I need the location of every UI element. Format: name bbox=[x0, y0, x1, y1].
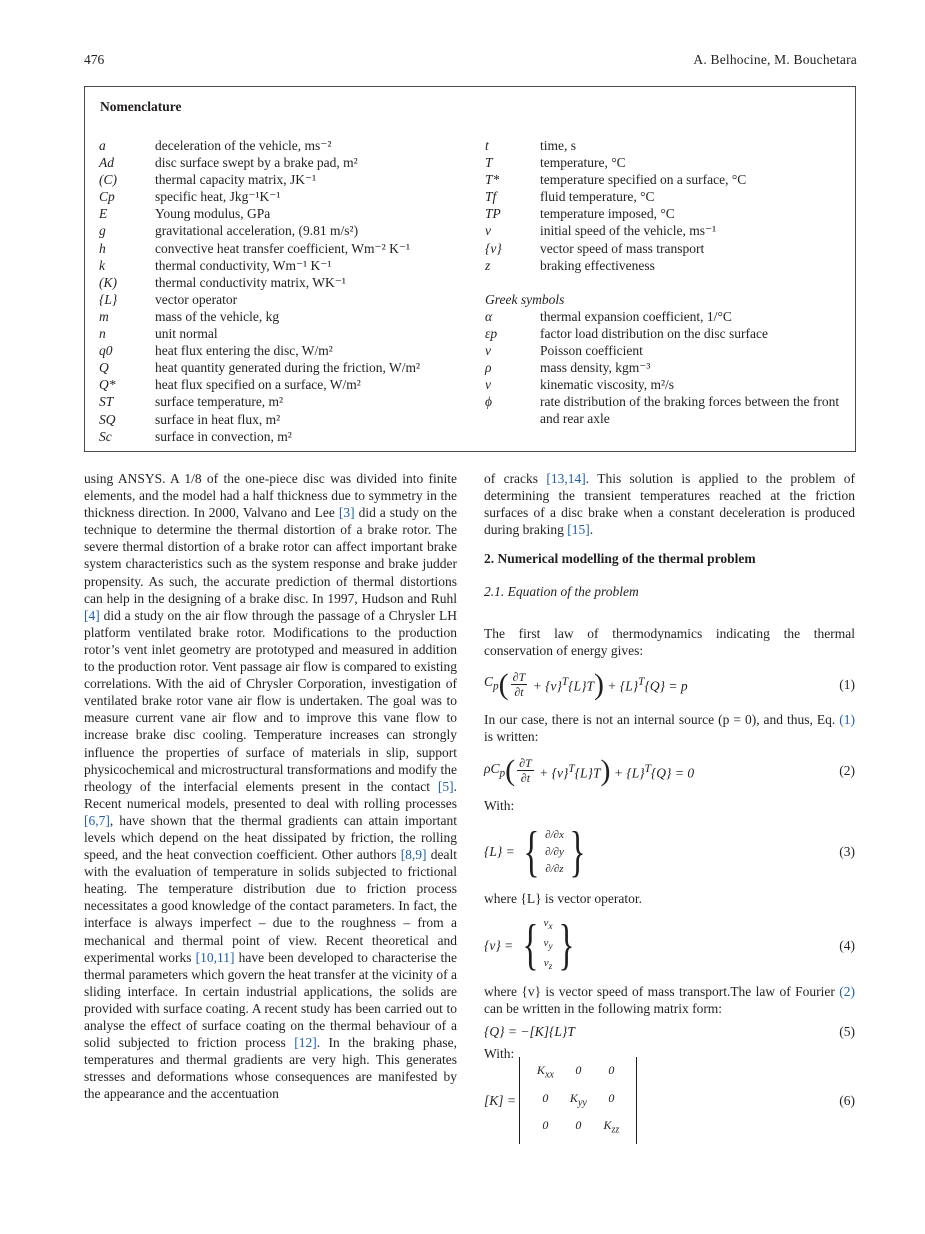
nomenclature-entry: {L} vector operator bbox=[99, 291, 238, 307]
body-right-column bbox=[484, 470, 855, 1138]
citation-link[interactable]: [6,7] bbox=[84, 812, 110, 828]
paragraph-continuation: of cracks [13,14]. This solution is applied to the problem of determining the transient temperatures reached at the friction surfaces of a disc brake when a constant deceleration is produced during braking [15]. bbox=[484, 471, 855, 538]
nomenclature-entry: TP temperature imposed, °C bbox=[485, 206, 675, 222]
greek-symbols-heading: Greek symbols bbox=[485, 291, 565, 307]
nomenclature-entry: q0 heat flux entering the disc, W/m² bbox=[99, 343, 333, 359]
nomenclature-entry: g gravitational acceleration, (9.81 m/s²) bbox=[99, 223, 359, 239]
citation-link[interactable]: [3] bbox=[338, 505, 355, 521]
nomenclature-entry: SQ surface in heat flux, m² bbox=[99, 411, 281, 427]
page-number: 476 bbox=[84, 52, 105, 67]
equation-link[interactable]: (1) bbox=[839, 711, 855, 727]
nomenclature-entry: Sc surface in convection, m² bbox=[99, 428, 292, 444]
equation-number: (1) bbox=[839, 677, 855, 693]
nomenclature-entry: Q* heat flux specified on a surface, W/m² bbox=[99, 377, 361, 393]
paragraph-where-L: where {L} is vector operator. bbox=[484, 891, 643, 907]
nomenclature-entry: E Young modulus, GPa bbox=[99, 206, 271, 222]
equation-3: {L} = { ∂/∂x ∂/∂y ∂/∂z } (3) bbox=[484, 821, 855, 884]
paragraph-where-v: where {v} is vector speed of mass transport.The law of Fourier (2) can be written in the following matrix form: bbox=[484, 984, 855, 1017]
subsection-heading: 2.1. Equation of the problem bbox=[484, 584, 639, 600]
equation-number: (4) bbox=[839, 937, 855, 953]
greek-entry: α thermal expansion coefficient, 1/°C bbox=[485, 308, 732, 324]
citation-link[interactable]: [4] bbox=[84, 607, 100, 623]
nomenclature-entry: ST surface temperature, m² bbox=[99, 394, 284, 410]
nomenclature-entry: Cp specific heat, Jkg⁻¹K⁻¹ bbox=[99, 189, 281, 205]
equation-6: [K] = $K_{xx}$ 0 0 0 $K_{yy}$ 0 0 0 $K_{zz}$ (6) bbox=[484, 1068, 855, 1132]
citation-link[interactable]: [8,9] bbox=[400, 847, 427, 863]
citation-link[interactable]: [10,11] bbox=[195, 949, 235, 965]
nomenclature-entry: Q heat quantity generated during the friction, W/m² bbox=[99, 360, 421, 376]
nomenclature-entry: z braking effectiveness bbox=[485, 257, 655, 273]
nomenclature-entry: h convective heat transfer coefficient, Wm⁻² K⁻¹ bbox=[99, 240, 410, 256]
body-left-column bbox=[84, 470, 457, 1102]
nomenclature-left-column bbox=[99, 137, 471, 445]
paragraph-first-law: The first law of thermodynamics indicating the thermal conservation of energy gives: bbox=[484, 625, 855, 658]
paragraph-internal-source: In our case, there is not an internal source (p = 0), and thus, Eq. (1) is written: bbox=[484, 711, 855, 744]
greek-entry: ν kinematic viscosity, m²/s bbox=[485, 377, 675, 393]
nomenclature-entry: a deceleration of the vehicle, ms⁻² bbox=[99, 138, 332, 153]
nomenclature-right-column bbox=[485, 137, 843, 428]
paragraph-intro: using ANSYS. A 1/8 of the one-piece disc was divided into finite elements, and the model had a half thickness due to symmetry in the thickness direction. In 2000, Valvano and Lee [3] did a study on the technique to determine the thermal distortion of a brake rotor. The severe thermal distortion of a brake rotor can affect important brake system characteristics such as the system response and brake judder propensity. As such, the accurate prediction of thermal distortions can help in the designing of a brake disc. In 1997, Hudson and Ruhl [4] did a study on the air flow through the passage of a Chrysler LH platform ventilated brake rotor. Modifications to the production rotor’s vent inlet geometry are prototyped and measured in addition to the production rotor. Vent passage air flow is compared to existing correlations. With the aid of Chrysler Corporation, investigation of ventilated brake rotor vane air flow is undertaken. The goal was to measure current vane air flow and to improve this vane flow to increase brake disc cooling. Temperature increases can strongly influence the properties of surface of materials in slip, support physicochemical and microstructural transformations and modify the rheology of the interfacial elements present in the contact [5]. Recent numerical models, presented to deal with rolling processes [6,7], have shown that the thermal gradients can attain important levels which depend on the heat dissipated by friction, the rolling speed, and the heat convection coefficient. Other authors [8,9] dealt with the evaluation of temperature in solids subjected to frictional heating. The temperature distribution due to friction process necessitates a good knowledge of the contact parameters. In fact, the interface is always imperfect – due to the roughness – from a mechanical and thermal point of view. Recent theoretical and experimental works [10,11] have been developed to characterise the thermal parameters which govern the heat transfer at the vicinity of a sliding interface. In certain industrial applications, the solids are provided with surface coating. A recent study has been carried out to analyse the effect of surface coating on the thermal behaviour of a solid subjected to friction process [12]. In the braking phase, temperatures and thermal gradients are very high. This generates stresses and deformations whose consequences are manifested by the appearance and the accentuation bbox=[84, 471, 457, 1102]
equation-5: {Q} = −[K]{L}T (5) bbox=[484, 1023, 855, 1039]
nomenclature-entry: n⃗ unit normal bbox=[99, 326, 218, 342]
greek-entry: ϕ rate distribution of the braking forces between the front and rear axle bbox=[485, 394, 840, 427]
greek-entry: ρ mass density, kgm⁻³ bbox=[485, 360, 651, 376]
equation-4: {v} = { $v_x$ $v_y$ $v_z$ } (4) bbox=[484, 914, 855, 977]
with-label: With: bbox=[484, 1046, 515, 1062]
greek-entry: εp factor load distribution on the disc surface bbox=[485, 325, 768, 341]
with-label: With: bbox=[484, 797, 515, 813]
equation-2: $\rho C_p$ ( $\frac{\partial T}{\partial t}$ + $\{v\}^T\{L\}T$ ) + $\{L\}^T\{Q\} = 0$ (2) bbox=[484, 753, 855, 787]
equation-number: (6) bbox=[839, 1092, 855, 1108]
nomenclature-entry: (C) thermal capacity matrix, JK⁻¹ bbox=[99, 172, 317, 188]
greek-entry: ν Poisson coefficient bbox=[485, 343, 643, 359]
citation-link[interactable]: [15] bbox=[567, 522, 590, 538]
citation-link[interactable]: [5] bbox=[437, 778, 454, 794]
nomenclature-entry: T* temperature specified on a surface, °C bbox=[485, 172, 747, 188]
nomenclature-entry: t time, s bbox=[485, 138, 576, 153]
equation-number: (3) bbox=[839, 844, 855, 860]
section-heading: 2. Numerical modelling of the thermal problem bbox=[484, 551, 756, 567]
equation-number: (5) bbox=[839, 1023, 855, 1039]
citation-link[interactable]: [12] bbox=[294, 1035, 317, 1051]
nomenclature-entry: Ad disc surface swept by a brake pad, m² bbox=[99, 155, 358, 171]
equation-link[interactable]: (2) bbox=[839, 984, 855, 1000]
nomenclature-entry: {v} vector speed of mass transport bbox=[485, 240, 705, 256]
nomenclature-entry: T temperature, °C bbox=[485, 155, 626, 171]
nomenclature-title: Nomenclature bbox=[100, 99, 182, 114]
equation-number: (2) bbox=[839, 763, 855, 779]
citation-link[interactable]: [13,14] bbox=[546, 471, 586, 486]
nomenclature-entry: k thermal conductivity, Wm⁻¹ K⁻¹ bbox=[99, 257, 332, 273]
nomenclature-entry: v initial speed of the vehicle, ms⁻¹ bbox=[485, 223, 717, 239]
nomenclature-entry: (K) thermal conductivity matrix, WK⁻¹ bbox=[99, 274, 346, 290]
nomenclature-box bbox=[84, 86, 856, 452]
equation-1: $C_p$ ( $\frac{\partial T}{\partial t}$ + $\{v\}^T\{L\}T$ ) + $\{L\}^T\{Q\} = p$ (1) bbox=[484, 667, 855, 701]
nomenclature-entry: m mass of the vehicle, kg bbox=[99, 308, 280, 324]
running-authors: A. Belhocine, M. Bouchetara bbox=[693, 52, 857, 67]
nomenclature-entry: Tf fluid temperature, °C bbox=[485, 189, 655, 205]
